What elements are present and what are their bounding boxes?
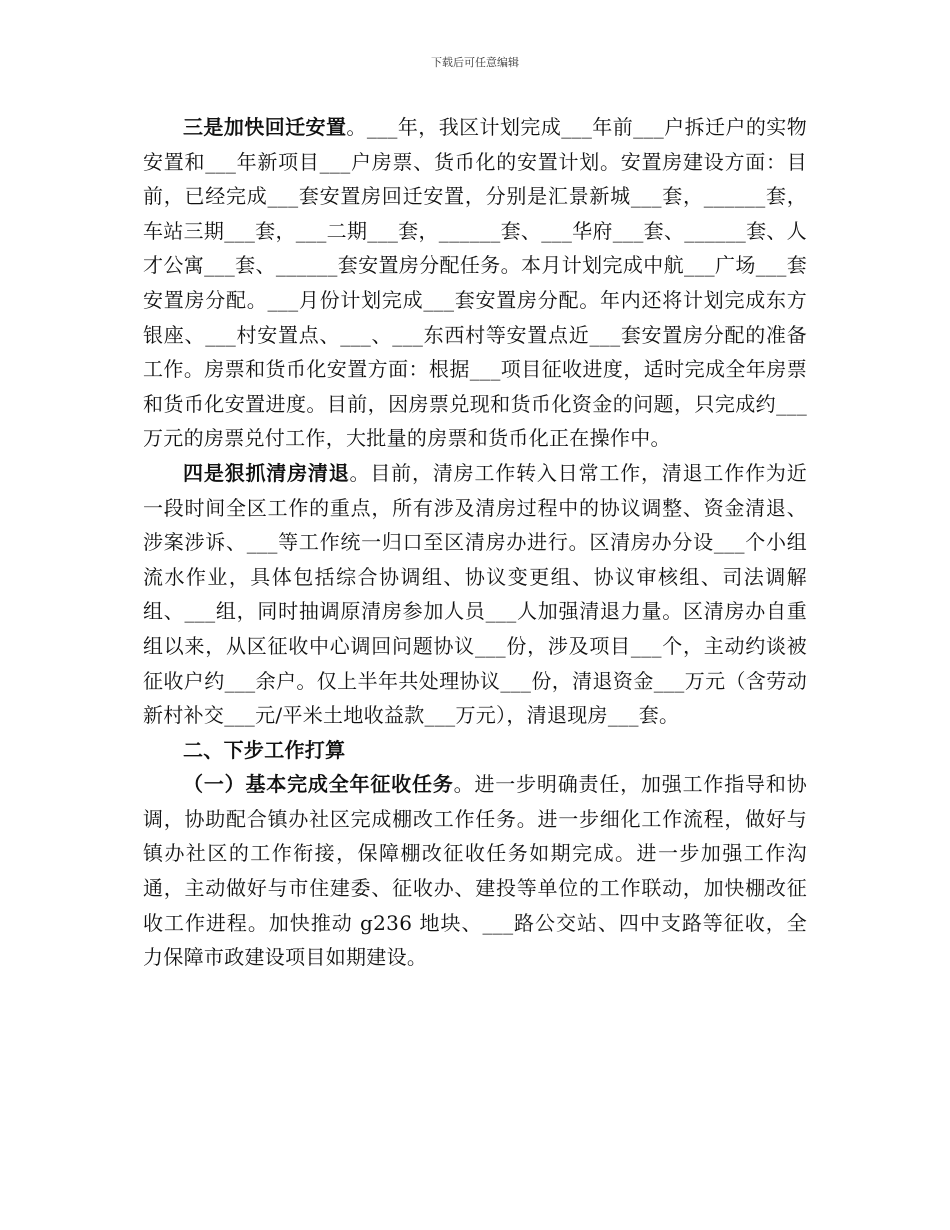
paragraph-resettlement (143, 110, 807, 456)
paragraph-text: 。进一步明确责任，加强工作指导和协调，协助配合镇办社区完成棚改工作任务。进一步细化工作流程，做好与镇办社区的工作衔接，保障棚改征收任务如期完成。进一步加强工作沟通，主动做好与市住建委、征收办、建投等单位的工作联动，加快棚改征收工作进程。加快推动 g236 地块、___路公交站、四中支路等征收，全力保障市政建设项目如期建设。 (143, 772, 807, 970)
document-body (143, 110, 807, 975)
paragraph-lead: 三是加快回迁安置 (183, 115, 347, 139)
paragraph-clearance (143, 456, 807, 733)
paragraph-lead: （一）基本完成全年征收任务 (183, 772, 454, 797)
section-heading: 二、下步工作打算 (183, 737, 346, 762)
page-header: 下载后可任意编辑 (431, 56, 519, 69)
paragraph-text: 。___年，我区计划完成___年前___户拆迁户的实物安置和___年新项目___户房票、货币化的安置计划。安置房建设方面：目前，已经完成___套安置房回迁安置，分别是汇景新城___套，______套，车站三期___套，___二期___套，______套、___华府___套、______套、人才公寓___套、______套安置房分配任务。本月计划完成中航___广场___套安置房分配。___月份计划完成___套安置房分配。年内还将计划完成东方银座、___村安置点、___、___东西村等安置点近___套安置房分配的准备工作。房票和货币化安置方面：根据___项目征收进度，适时完成全年房票和货币化安置进度。目前，因房票兑现和货币化资金的问题，只完成约___万元的房票兑付工作，大批量的房票和货币化正在操作中。 (143, 115, 807, 451)
paragraph-annual-task (143, 767, 807, 975)
paragraph-lead: 四是狠抓清房清退 (183, 460, 350, 485)
paragraph-text: 。目前，清房工作转入日常工作，清退工作作为近一段时间全区工作的重点，所有涉及清房过程中的协议调整、资金清退、涉案涉诉、___等工作统一归口至区清房办进行。区清房办分设___个小组流水作业，具体包括综合协调组、协议变更组、协议审核组、司法调解组、___组，同时抽调原清房参加人员___人加强清退力量。区清房办自重组以来，从区征收中心调回问题协议___份，涉及项目___个，主动约谈被征收户约___余户。仅上半年共处理协议___份，清退资金___万元（含劳动新村补交___元/平米土地收益款___万元），清退现房___套。 (143, 460, 807, 728)
